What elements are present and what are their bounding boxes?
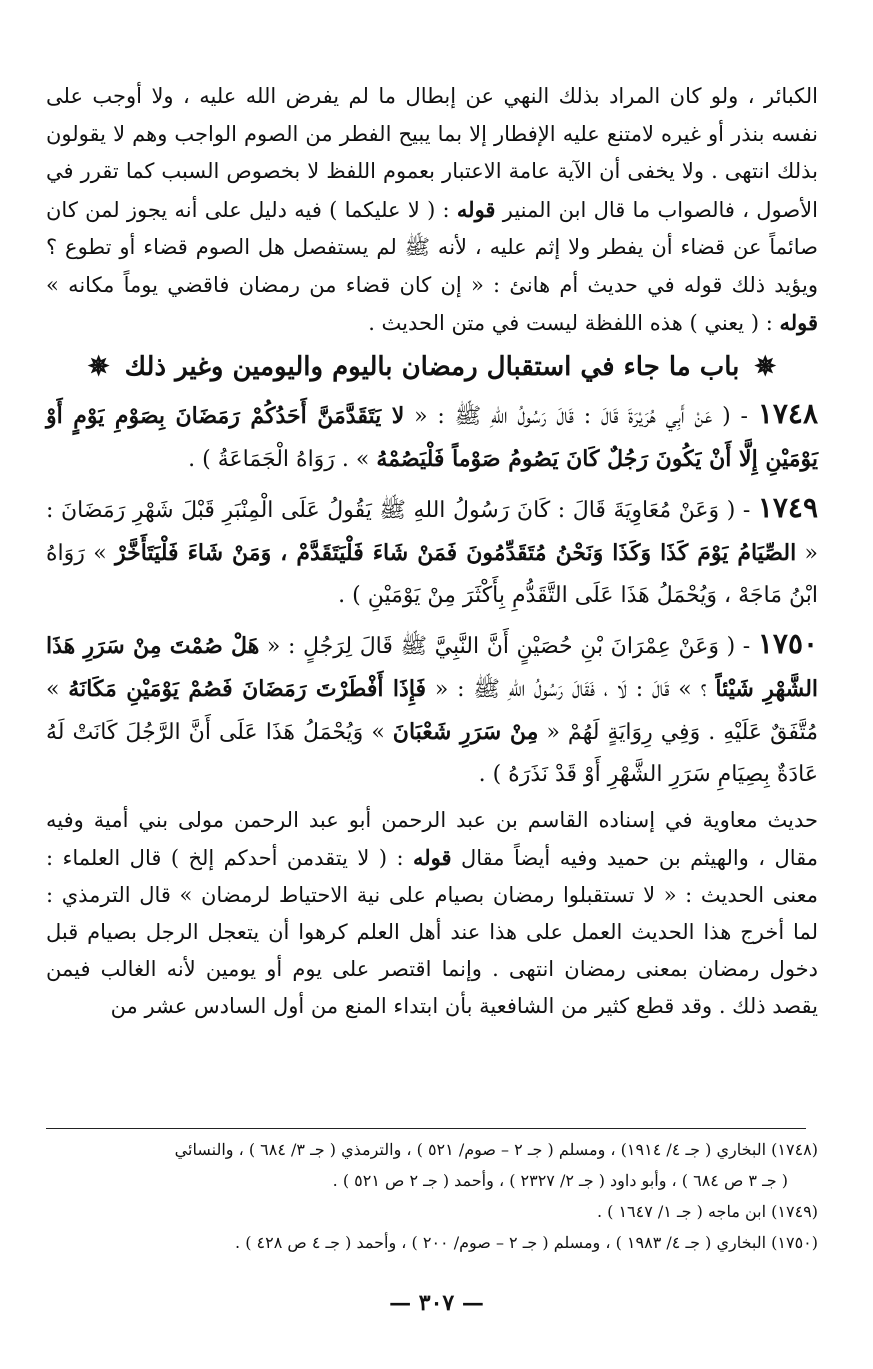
hadith-intro: - ( وَعَنْ مُعَاوِيَةَ قَالَ : كَانَ رَسُولُ اللهِ ﷺ يَقُولُ عَلَى الْمِنْبَرِ قَبْلَ شَهْرِ رَمَضَانَ : « — [46, 497, 818, 566]
footnote-1748-continued: ( جـ ٣ ص ٦٨٤ ) ، وأبو داود ( جـ ٢/ ٢٣٢٧ ) ، وأحمد ( جـ ٢ ص ٥٢١ ) . — [332, 1171, 788, 1190]
footnotes — [46, 1134, 818, 1258]
hadith-source: » . رَوَاهُ الْجَمَاعَةُ ) . — [188, 446, 370, 472]
intro-line: يوماً مكانه » — [46, 272, 158, 297]
footnote-divider — [46, 1128, 806, 1129]
intro-line: يقولون بذلك انتهى . ولا يخفى أن الآية عامة الاعتبار بعموم اللفظ لا بخصوص السبب — [46, 121, 818, 183]
intro-line: الكبائر ، ولو كان المراد بذلك النهي عن إبطال ما لم يفرض الله عليه ، ولا أوجب على — [46, 84, 818, 108]
intro-line: : ( لا عليكما ) فيه دليل على أنه — [174, 197, 450, 222]
hadith-source: » وَيُحْمَلُ هَذَا عَلَى أَنَّ الرَّجُلَ كَانَتْ لَهُ عَادَةٌ بِصِيَامِ سَرَرِ الشَّهْرِ أَوْ قَدْ نَذَرَهُ ) . — [46, 719, 818, 787]
hadith-number: ١٧٤٨ — [757, 396, 818, 430]
hadith-intro: - ( وَعَنْ عِمْرَانَ بْنِ حُصَيْنٍ أَنَّ النَّبِيَّ ﷺ قَالَ لِرَجُلٍ : « — [266, 633, 751, 659]
page-number: — ٣٠٧ — — [389, 1290, 484, 1316]
intro-line: يجوز لمن كان صائماً عن قضاء أن يفطر ولا إثم عليه ، لأنه ﷺ لم يستفصل هل الصوم — [46, 197, 818, 259]
commentary-text: : ( لا يتقدمن أحدكم إلخ ) قال العلماء : معنى الحديث : « لا تستقبلوا رمضان بصيام على نية الاحتياط لرمضان » قال الترمذي : لما أخرج هذا الحديث العمل على هذا عند أهل العلم كرهوا أن يتعجل الرجل بصيام قبل دخول رمضان بمعنى رمضان انتهى . وإنما اقتصر على يوم أو يومين لأنه الغالب فيمن يقصد ذلك . وقد قطع كثير من الشافعية بأن ابتداء المنع من أول السادس عشر من — [46, 845, 818, 1018]
hadith-number: ١٧٤٩ — [757, 490, 818, 524]
chapter-heading — [46, 347, 818, 387]
footnote-1748: (١٧٤٨) البخاري ( جـ ٤/ ١٩١٤) ، ومسلم ( جـ ٢ – صوم/ ٥٢١ ) ، والترمذي ( جـ ٣/ ٦٨٤ ) ، والنسائي — [174, 1140, 818, 1159]
commentary-text: حديث معاوية في إسناده القاسم بن عبد الرحمن أبو عبد الرحمن مولى بني أمية وفيه مقال ، والهيثم بن حميد وفيه أيضاً مقال — [46, 807, 819, 870]
intro-line: : ( يعني ) هذه اللفظة ليست في متن الحديث . — [368, 311, 773, 335]
chapter-title: باب ما جاء في استقبال رمضان باليوم واليومين وغير ذلك — [124, 351, 740, 382]
commentary-paragraph — [46, 802, 818, 1025]
qawluh-marker: قوله — [779, 310, 818, 335]
hadith-number: ١٧٥٠ — [757, 626, 819, 660]
page-body — [46, 78, 818, 1025]
star-ornament-icon: ✵ — [754, 351, 777, 382]
hadith-matn: مِنْ سَرَرِ شَعْبَانَ — [392, 718, 539, 745]
hadith-matn: لا يَتَقَدَّمَنَّ أَحَدُكُمْ رَمَضَانَ بِصَوْمِ يَوْمٍ أَوْ يَوْمَيْنِ إِلَّا أَنْ يَكُونَ رَجُلٌ كَانَ يَصُومُ صَوْماً فَلْيَصُمْهُ — [46, 402, 818, 472]
hadith-matn: هَلْ صُمْتَ مِنْ سَرَرِ هَذَا الشَّهْرِ شَيْئاً — [46, 632, 819, 702]
hadith-1749 — [46, 487, 818, 617]
qawluh-marker: قوله — [456, 196, 496, 222]
hadith-matn: فَإِذَا أَفْطَرْتَ رَمَضَانَ فَصُمْ يَوْمَيْنِ مَكَانَهُ — [68, 675, 427, 702]
intro-line: نفسه بنذر أو غيره لامتنع عليه الإفطار إلا بما يبيح الفطر من الصوم الواجب وهم لا — [113, 121, 818, 146]
intro-line: كما تقرر في الأصول ، فالصواب ما قال ابن المنير — [46, 159, 818, 222]
hadith-1750 — [46, 623, 818, 796]
hadith-intro: - ( عَنْ أَبِي هُرَيْرَةَ قَالَ : قَالَ رَسُولُ اللهِ ﷺ : « — [414, 403, 748, 429]
qawluh-marker: قوله — [413, 844, 452, 870]
star-ornament-icon: ✵ — [87, 351, 110, 382]
hadith-text: ؟ » قَالَ : لَا ، فَقَالَ رَسُولُ اللهِ ﷺ : « — [434, 676, 707, 702]
intro-line: قضاء أو تطوع ؟ ويؤيد ذلك قوله في حديث أم هانئ : « إن كان قضاء من رمضان فاقضي — [46, 235, 818, 297]
hadith-source: » رَوَاهُ ابْنُ مَاجَهْ ، وَيُحْمَلُ هَذَا عَلَى التَّقَدُّمِ بِأَكْثَرَ مِنْ يَوْمَيْنِ ) . — [46, 540, 818, 608]
footnote-1749: (١٧٤٩) ابن ماجه ( جـ ١/ ١٦٤٧ ) . — [596, 1202, 818, 1221]
hadith-matn: الصِّيَامُ يَوْمَ كَذَا وَكَذَا وَنَحْنُ مُتَقَدِّمُونَ فَمَنْ شَاءَ فَلْيَتَقَدَّمْ ، وَمَنْ شَاءَ فَلْيَتَأَخَّرْ — [115, 539, 797, 566]
intro-paragraph — [46, 78, 818, 343]
hadith-1748 — [46, 393, 818, 481]
hadith-text: » مُتَّفَقٌ عَلَيْهِ . وَفِي رِوَايَةٍ لَهُمْ « — [46, 676, 818, 745]
footnote-1750: (١٧٥٠) البخاري ( جـ ٤/ ١٩٨٣ ) ، ومسلم ( جـ ٢ – صوم/ ٢٠٠ ) ، وأحمد ( جـ ٤ ص ٤٢٨ ) . — [235, 1233, 818, 1252]
